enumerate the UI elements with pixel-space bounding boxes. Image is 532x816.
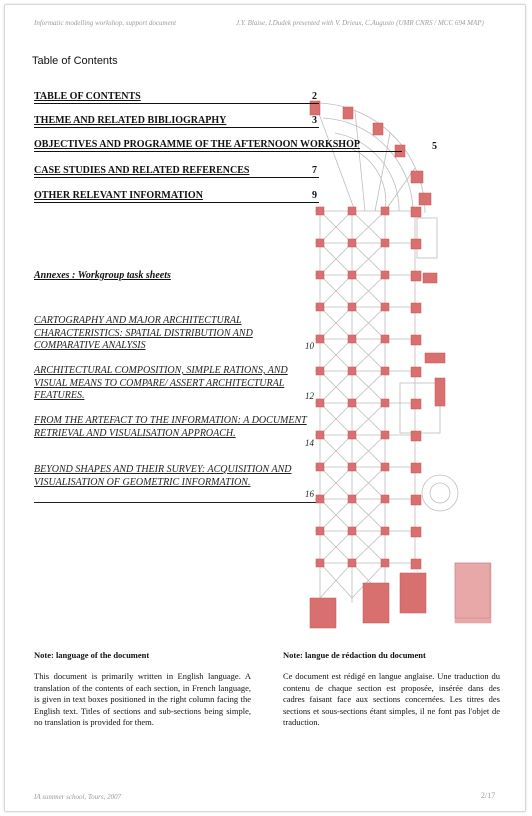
annex-page-number: 16	[305, 489, 314, 499]
note-heading-english: Note: language of the document	[34, 650, 150, 660]
toc-page-number: 9	[312, 190, 317, 201]
toc-page-number: 3	[312, 115, 317, 126]
toc-page-number: 2	[312, 91, 317, 102]
floor-plan-illustration	[295, 93, 495, 633]
note-heading-french: Note: langue de rédaction du document	[283, 650, 426, 660]
note-body-french: Ce document est rédigé en langue anglaise. Une traduction du contenu de chaque section est proposée, insérée dans des cadres faisant face aux sections concernées. Les titres des sections et sous-sections étant simples, il ne font pas l'objet de traduction.	[283, 671, 500, 727]
toc-item-other-info[interactable]: OTHER RELEVANT INFORMATION	[34, 190, 203, 201]
annex-rule	[34, 502, 316, 503]
annex-item-composition[interactable]: ARCHITECTURAL COMPOSITION, SIMPLE RATIONS, AND VISUAL MEANS TO COMPARE/ ASSERT ARCHITECTURAL FEATURES.	[34, 365, 288, 401]
header-right: J.Y. Blaise, I.Dudek presented with V. Drieux, C.Augusto (UMR CNRS / MCC 694 MAP)	[236, 19, 484, 27]
note-body-english: This document is primarily written in English language. A translation of the contents of each section, in French language, is given in text boxes positioned in the right column facing the English text. Titles of sections and sub-sections being simple, no translation is provided for them.	[34, 671, 251, 727]
toc-rule	[34, 202, 319, 203]
annex-heading: Annexes : Workgroup task sheets	[34, 270, 171, 281]
toc-page-number: 7	[312, 165, 317, 176]
toc-rule	[34, 177, 319, 178]
toc-page-number: 5	[432, 141, 437, 152]
toc-item-objectives[interactable]: OBJECTIVES AND PROGRAMME OF THE AFTERNOON WORKSHOP	[34, 139, 360, 150]
page-title: Table of Contents	[32, 55, 118, 67]
annex-item-artefact[interactable]: FROM THE ARTEFACT TO THE INFORMATION: A DOCUMENT RETRIEVAL AND VISUALISATION APPROACH.	[34, 415, 307, 439]
annex-page-number: 10	[305, 341, 314, 351]
annex-page-number: 14	[305, 438, 314, 448]
toc-rule	[34, 103, 319, 104]
document-page	[4, 4, 526, 812]
footer-left: IA summer school, Tours, 2007	[34, 793, 122, 801]
toc-rule	[34, 127, 319, 128]
toc-item-case-studies[interactable]: CASE STUDIES AND RELATED REFERENCES	[34, 165, 250, 176]
toc-item-theme[interactable]: THEME AND RELATED BIBLIOGRAPHY	[34, 115, 227, 126]
page-number: 2/17	[481, 791, 496, 800]
annex-item-beyond-shapes[interactable]: BEYOND SHAPES AND THEIR SURVEY: ACQUISITION AND VISUALISATION OF GEOMETRIC INFORMATION.	[34, 464, 292, 488]
annex-item-cartography[interactable]: CARTOGRAPHY AND MAJOR ARCHITECTURAL CHARACTERISTICS: SPATIAL DISTRIBUTION AND COMPARATIVE ANALYSIS	[34, 315, 253, 351]
header-left: Informatic modelling workshop, support document	[34, 19, 177, 27]
annex-page-number: 12	[305, 391, 314, 401]
toc-item-table-of-contents[interactable]: TABLE OF CONTENTS	[34, 91, 141, 102]
toc-rule	[34, 151, 402, 152]
